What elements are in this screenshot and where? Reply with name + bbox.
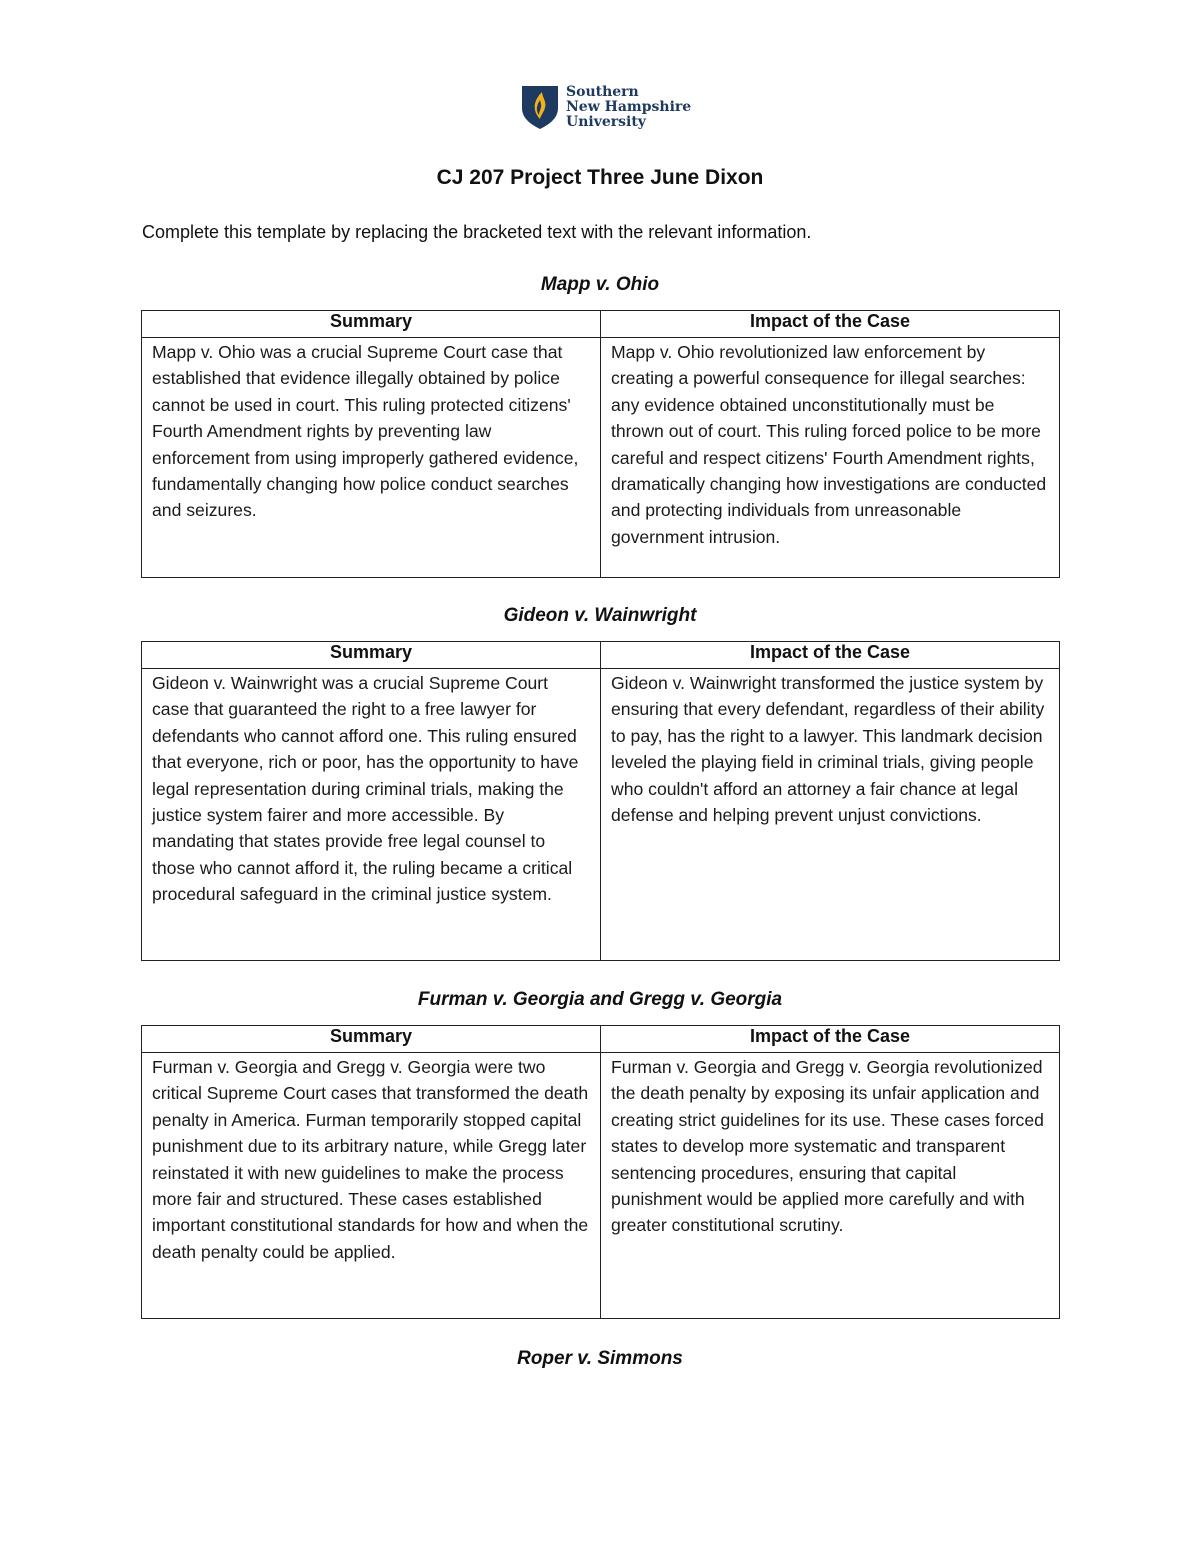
- summary-cell: Mapp v. Ohio was a crucial Supreme Court case that established that evidence illegally obtained by police cannot be used in court. This ruling protected citizens' Fourth Amendment rights by preventing law enforcement from using improperly gathered evidence, fundamentally changing how police conduct searches and seizures.: [142, 338, 601, 578]
- impact-cell: Gideon v. Wainwright transformed the justice system by ensuring that every defendant, regardless of their ability to pay, has the right to a lawyer. This landmark decision leveled the playing field in criminal trials, giving people who couldn't afford an attorney a fair chance at legal defense and helping prevent unjust convictions.: [601, 669, 1060, 961]
- impact-column-header: Impact of the Case: [601, 1026, 1060, 1053]
- instructions-text: Complete this template by replacing the bracketed text with the relevant information.: [142, 222, 812, 242]
- table-row: [142, 338, 1060, 578]
- summary-column-header: Summary: [142, 311, 601, 338]
- case-heading-gideon: Gideon v. Wainwright: [503, 605, 697, 626]
- summary-column-header: Summary: [142, 642, 601, 669]
- university-logo: [520, 84, 691, 130]
- case-heading-furman-gregg: Furman v. Georgia and Gregg v. Georgia: [417, 989, 783, 1010]
- impact-column-header: Impact of the Case: [601, 642, 1060, 669]
- impact-column-header: Impact of the Case: [601, 311, 1060, 338]
- case-table-mapp: [141, 310, 1060, 578]
- logo-wordmark: [566, 85, 691, 130]
- table-row: [142, 669, 1060, 961]
- table-header-row: [142, 642, 1060, 669]
- table-header-row: [142, 311, 1060, 338]
- table-header-row: [142, 1026, 1060, 1053]
- impact-cell: Furman v. Georgia and Gregg v. Georgia revolutionized the death penalty by exposing its unfair application and creating strict guidelines for its use. These cases forced states to develop more systematic and transparent sentencing procedures, ensuring that capital punishment would be applied more carefully and with greater constitutional scrutiny.: [601, 1053, 1060, 1319]
- logo-line-3: University: [566, 113, 646, 130]
- case-heading-roper: Roper v. Simmons: [517, 1348, 683, 1369]
- case-table-furman-gregg: [141, 1025, 1060, 1319]
- shield-flame-icon: [520, 84, 560, 130]
- summary-column-header: Summary: [142, 1026, 601, 1053]
- impact-cell: Mapp v. Ohio revolutionized law enforcement by creating a powerful consequence for illegal searches: any evidence obtained unconstitutionally must be thrown out of court. This ruling forced police to be more careful and respect citizens' Fourth Amendment rights, dramatically changing how investigations are conducted and protecting individuals from unreasonable government intrusion.: [601, 338, 1060, 578]
- logo-line-1: Southern: [566, 83, 639, 100]
- table-row: [142, 1053, 1060, 1319]
- case-table-gideon: [141, 641, 1060, 961]
- document-title: CJ 207 Project Three June Dixon: [436, 166, 764, 189]
- logo-line-2: New Hampshire: [566, 98, 692, 115]
- summary-cell: Furman v. Georgia and Gregg v. Georgia were two critical Supreme Court cases that transformed the death penalty in America. Furman temporarily stopped capital punishment due to its arbitrary nature, while Gregg later reinstated it with new guidelines to make the process more fair and structured. These cases established important constitutional standards for how and when the death penalty could be applied.: [142, 1053, 601, 1319]
- case-heading-mapp: Mapp v. Ohio: [540, 274, 660, 295]
- summary-cell: Gideon v. Wainwright was a crucial Supreme Court case that guaranteed the right to a free lawyer for defendants who cannot afford one. This ruling ensured that everyone, rich or poor, has the opportunity to have legal representation during criminal trials, making the justice system fairer and more accessible. By mandating that states provide free legal counsel to those who cannot afford it, the ruling became a critical procedural safeguard in the criminal justice system.: [142, 669, 601, 961]
